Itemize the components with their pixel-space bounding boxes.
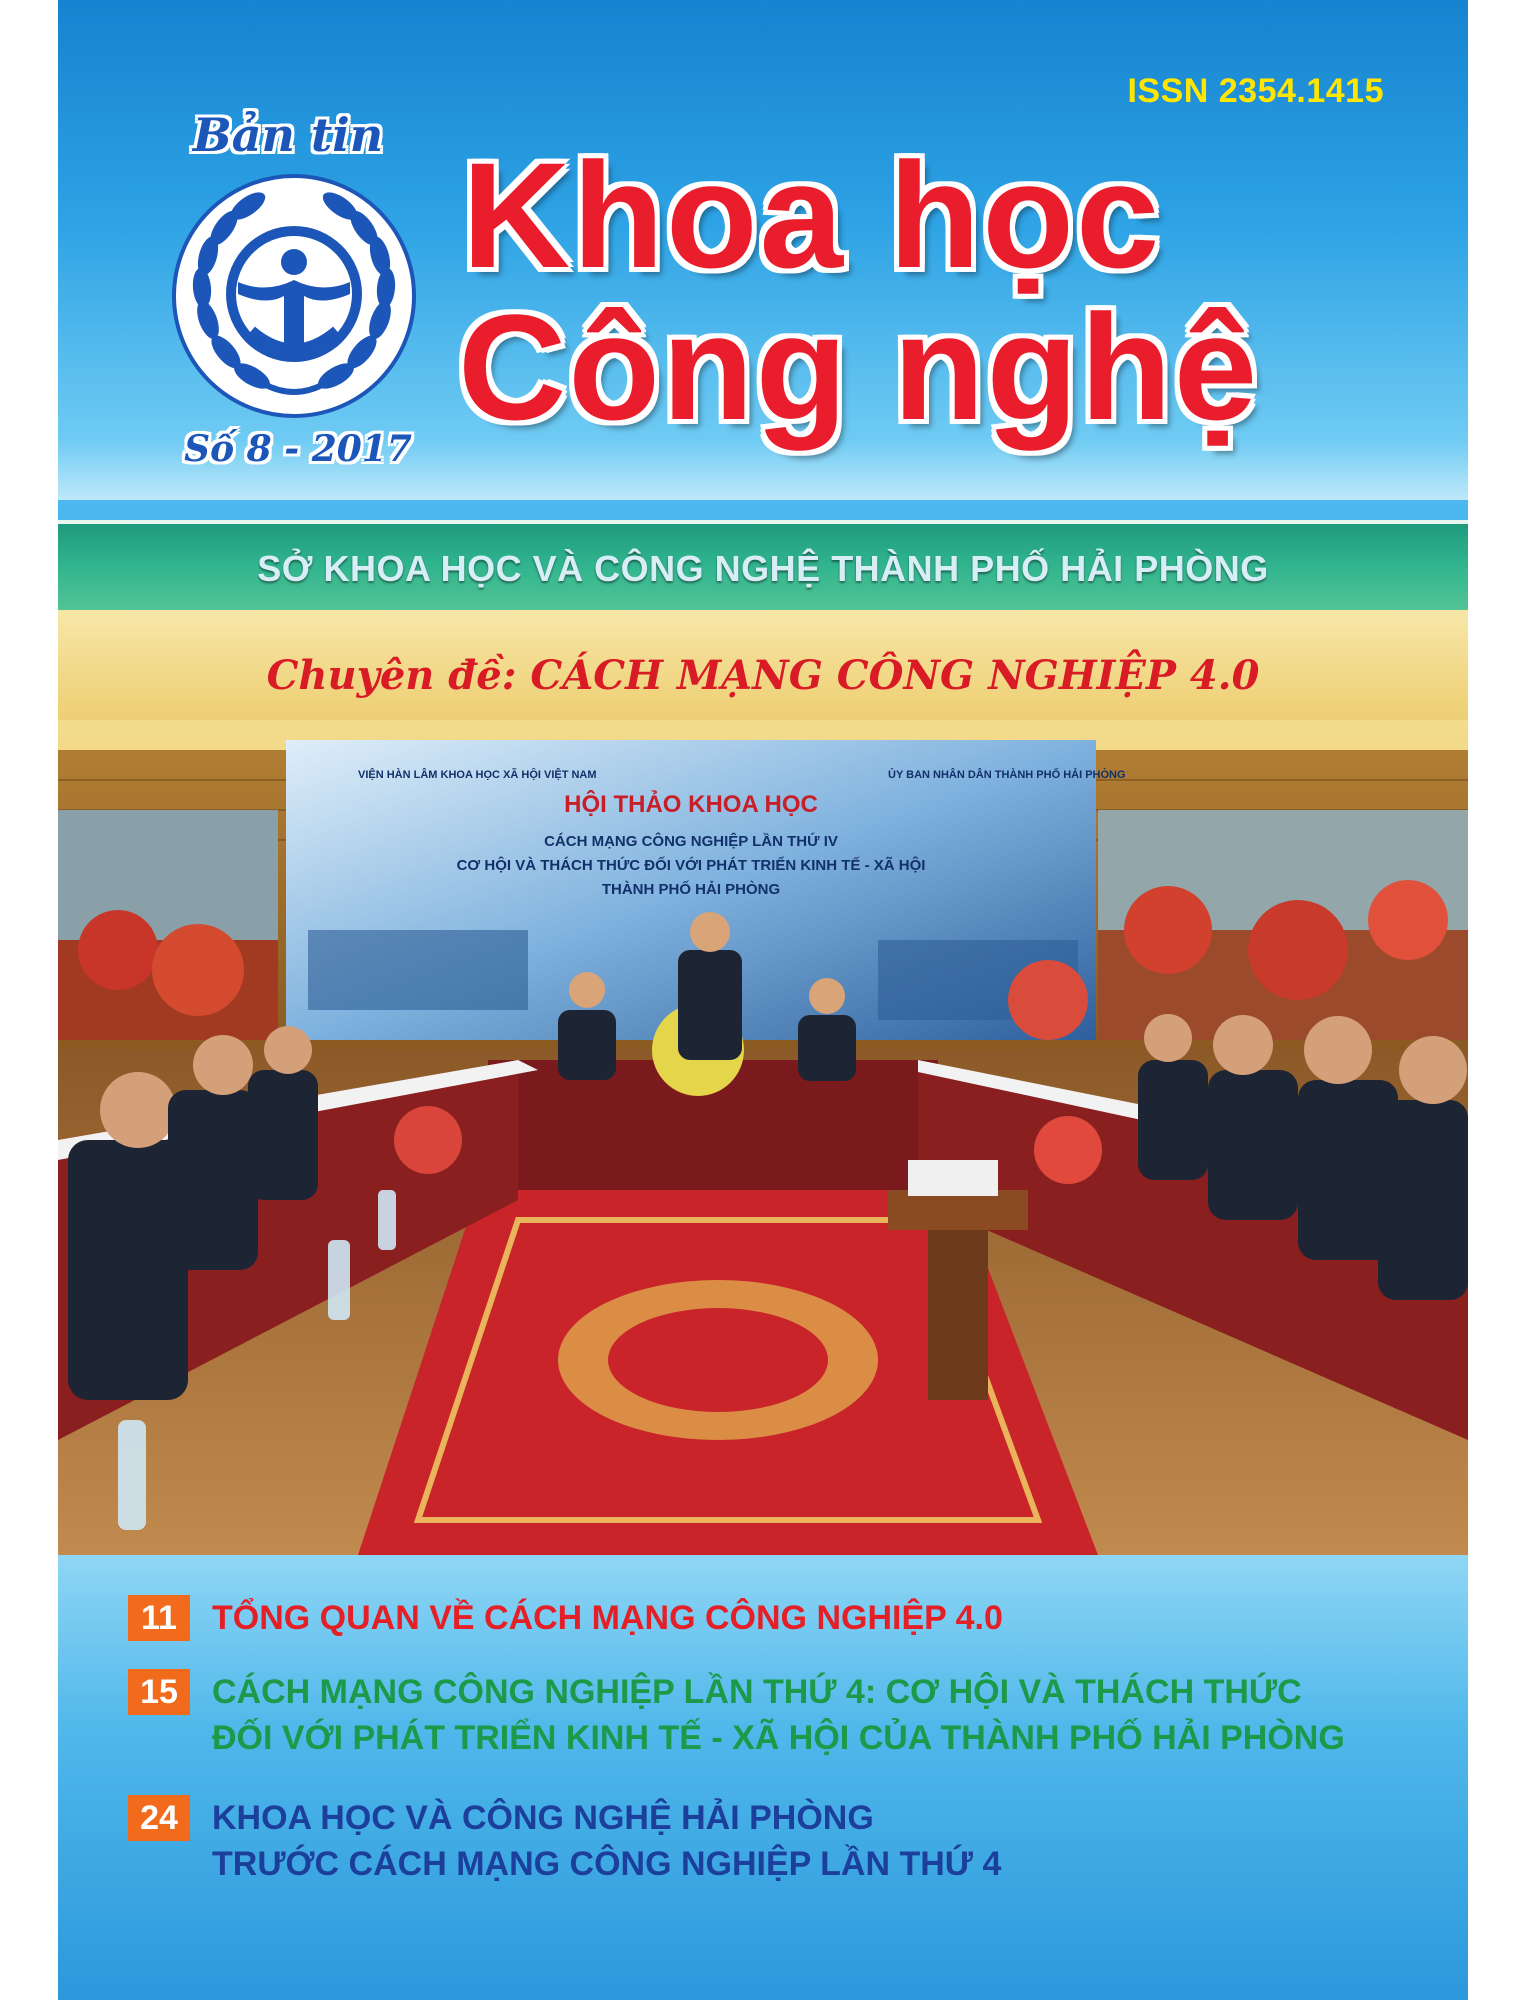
bulletin-label: Bản tin [192,108,384,162]
banner-line2: CƠ HỘI VÀ THÁCH THỨC ĐỐI VỚI PHÁT TRIỂN KINH TẾ - XÃ HỘI [456,857,926,874]
toc-page-badge: 15 [128,1669,190,1715]
toc-title-line: TỔNG QUAN VỀ CÁCH MẠNG CÔNG NGHIỆP 4.0 [212,1599,1003,1637]
publisher-bar [58,520,1468,614]
magazine-title-line2: Công nghệ [458,283,1260,451]
environment-emblem-icon [168,170,420,422]
issn-number: ISSN 2354.1415 [1127,72,1384,110]
toc-page-badge: 24 [128,1795,190,1841]
toc-title-line: CÁCH MẠNG CÔNG NGHIỆP LẦN THỨ 4: CƠ HỘI VÀ THÁCH THỨC [212,1673,1302,1711]
magazine-title-line1: Khoa học [462,131,1162,299]
table-of-contents [58,1555,1468,2000]
publisher-name: SỞ KHOA HỌC VÀ CÔNG NGHỆ THÀNH PHỐ HẢI PHÒNG [257,548,1269,589]
conference-photo [58,720,1468,1555]
toc-entry[interactable] [128,1795,1001,1887]
banner-line1: CÁCH MẠNG CÔNG NGHIỆP LẦN THỨ IV [544,833,838,850]
banner-line3: THÀNH PHỐ HẢI PHÒNG [601,881,781,898]
banner-event: HỘI THẢO KHOA HỌC [564,791,818,818]
magazine-cover [58,0,1468,2000]
feature-section [58,610,1468,1555]
toc-entry[interactable] [128,1669,1345,1761]
issue-number: Số 8 - 2017 [184,428,412,470]
toc-title-line: TRƯỚC CÁCH MẠNG CÔNG NGHIỆP LẦN THỨ 4 [212,1845,1002,1883]
toc-page-badge: 11 [128,1595,190,1641]
toc-entry[interactable] [128,1595,1003,1641]
banner-left-org: VIỆN HÀN LÂM KHOA HỌC XÃ HỘI VIỆT NAM [358,769,597,781]
masthead [58,0,1468,500]
feature-topic: Chuyên đề: CÁCH MẠNG CÔNG NGHIỆP 4.0 [266,652,1260,699]
toc-title-line: KHOA HỌC VÀ CÔNG NGHỆ HẢI PHÒNG [212,1799,874,1837]
toc-title-line: ĐỐI VỚI PHÁT TRIỂN KINH TẾ - XÃ HỘI CỦA THÀNH PHỐ HẢI PHÒNG [212,1719,1345,1757]
banner-right-org: ỦY BAN NHÂN DÂN THÀNH PHỐ HẢI PHÒNG [888,769,1126,781]
